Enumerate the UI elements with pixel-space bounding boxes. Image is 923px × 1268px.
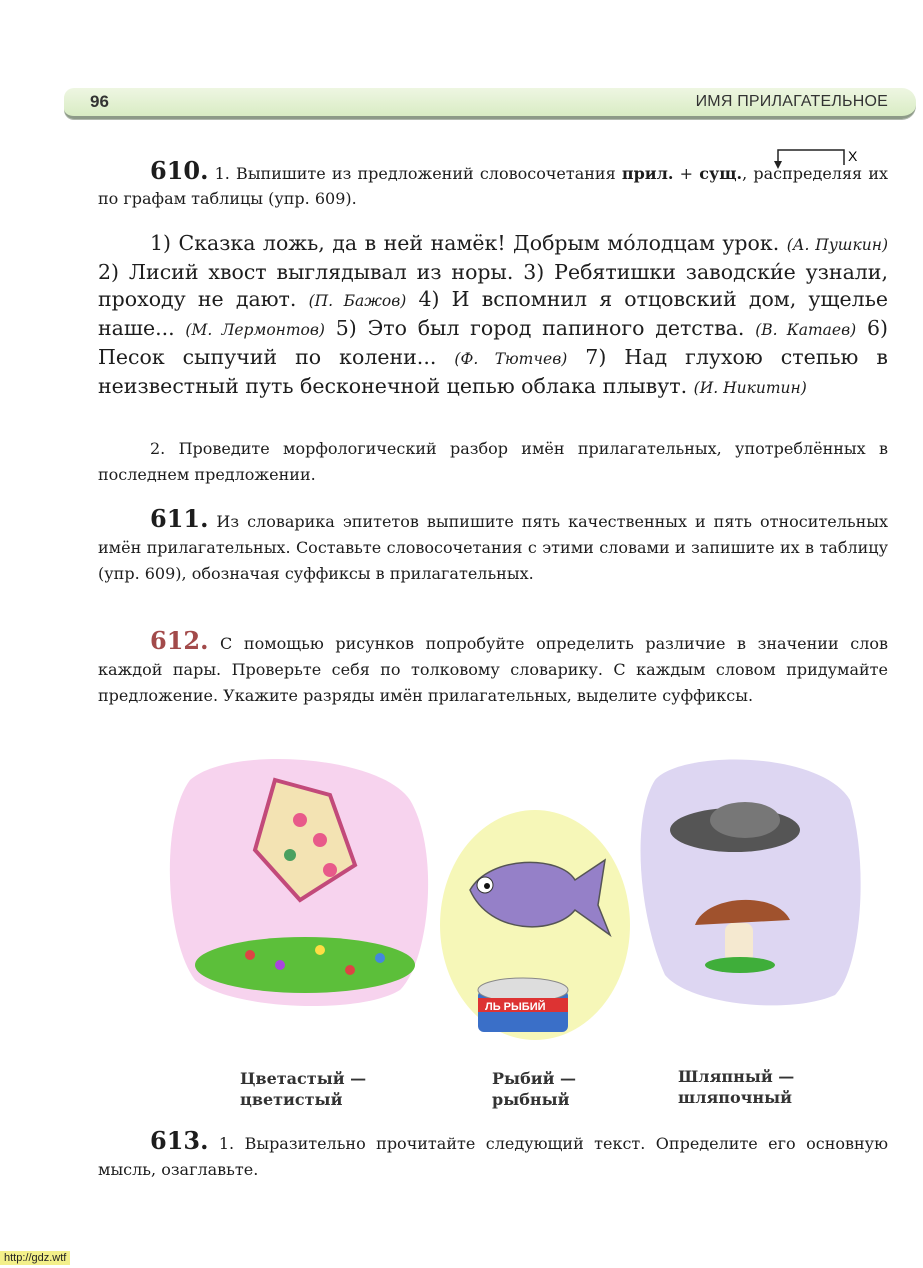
caption-pair-3 xyxy=(678,1066,794,1108)
author: (Ф. Тютчев) xyxy=(454,350,568,368)
task-text: 1. Выпишите из предложений словосочетания xyxy=(214,164,622,183)
author: (П. Бажов) xyxy=(308,292,407,310)
author: (В. Катаев) xyxy=(755,321,857,339)
exercise-number: 610. xyxy=(150,156,209,185)
caption-line: Рыбий — xyxy=(492,1069,577,1088)
sentence: 5) Это был город папиного детства. xyxy=(324,316,756,340)
illustrations xyxy=(0,740,923,1050)
exercise-number: 613. xyxy=(150,1126,209,1155)
caption-line: рыбный xyxy=(492,1090,570,1109)
task-text: Из словарика эпитетов выпишите пять качественных и пять относительных имён прилагательных. Составьте словосочетания с этими словами и запишите их в таблицу (упр. 609), обозначая суффиксы в прилагательных. xyxy=(98,512,888,583)
exercise-612 xyxy=(98,628,888,709)
schema-mark: X xyxy=(848,148,858,164)
author: (А. Пушкин) xyxy=(786,236,888,254)
task-text: 1. Выразительно прочитайте следующий текст. Определите его основную мысль, озаглавьте. xyxy=(98,1134,888,1179)
sentence: 7) Над глухою степью в неизвестный путь бесконечной цепью облака плывут. xyxy=(98,345,888,398)
sentence: 2) Лисий хвост выглядывал из норы. 3) Ребятишки заводски́е узнали, проходу не дают. xyxy=(98,260,888,311)
exercise-611 xyxy=(98,506,888,587)
exercise-610-sentences xyxy=(98,230,888,402)
sentence: 4) И вспомнил я отцовский дом, ущелье наше... xyxy=(98,287,889,340)
caption-line: шляпочный xyxy=(678,1088,793,1107)
formula-noun: сущ. xyxy=(699,164,743,183)
author: (М. Лермонтов) xyxy=(185,321,325,339)
sentence: 1) Сказка ложь, да в ней намёк! Добрым мо́лодцам урок. xyxy=(150,231,787,255)
exercise-610-task2: 2. Проведите морфологический разбор имён прилагательных, употреблённых в последнем предложении. xyxy=(98,439,888,484)
task-text: С помощью рисунков попробуйте определить различие в значении слов каждой пары. Проверьте себя по толковому словарику. С каждым словом придумайте предложение. Укажите разряды имён прилагательных, выделите суффиксы. xyxy=(98,634,888,705)
hat-mushroom-illustration xyxy=(641,760,861,1006)
caption-pair-2 xyxy=(492,1068,576,1110)
fish-can-illustration xyxy=(440,810,630,1040)
sentence: 6) Песок сыпучий по колени... xyxy=(98,316,888,369)
page-number: 96 xyxy=(90,92,109,111)
author: (И. Никитин) xyxy=(693,379,807,397)
exercise-number: 611. xyxy=(150,504,209,533)
task-text: , распределяя их по графам таблицы (упр. 609). xyxy=(98,164,889,208)
formula-plus: + xyxy=(673,164,700,183)
running-header xyxy=(64,88,916,119)
caption-line: цветистый xyxy=(240,1090,343,1109)
caption-line: Шляпный — xyxy=(678,1067,795,1086)
watermark-link[interactable]: http://gdz.wtf xyxy=(0,1251,70,1265)
exercise-613 xyxy=(98,1128,888,1183)
exercise-610-task1 xyxy=(98,158,888,211)
exercise-number: 612. xyxy=(150,626,209,655)
section-title: ИМЯ ПРИЛАГАТЕЛЬНОЕ xyxy=(695,93,888,110)
caption-line: Цветастый — xyxy=(240,1069,367,1088)
formula-adj: прил. xyxy=(621,164,674,183)
caption-pair-1 xyxy=(240,1068,366,1110)
scarf-flowers-illustration xyxy=(170,759,428,1006)
can-label: ЛЬ РЫБИЙ xyxy=(485,1001,546,1013)
